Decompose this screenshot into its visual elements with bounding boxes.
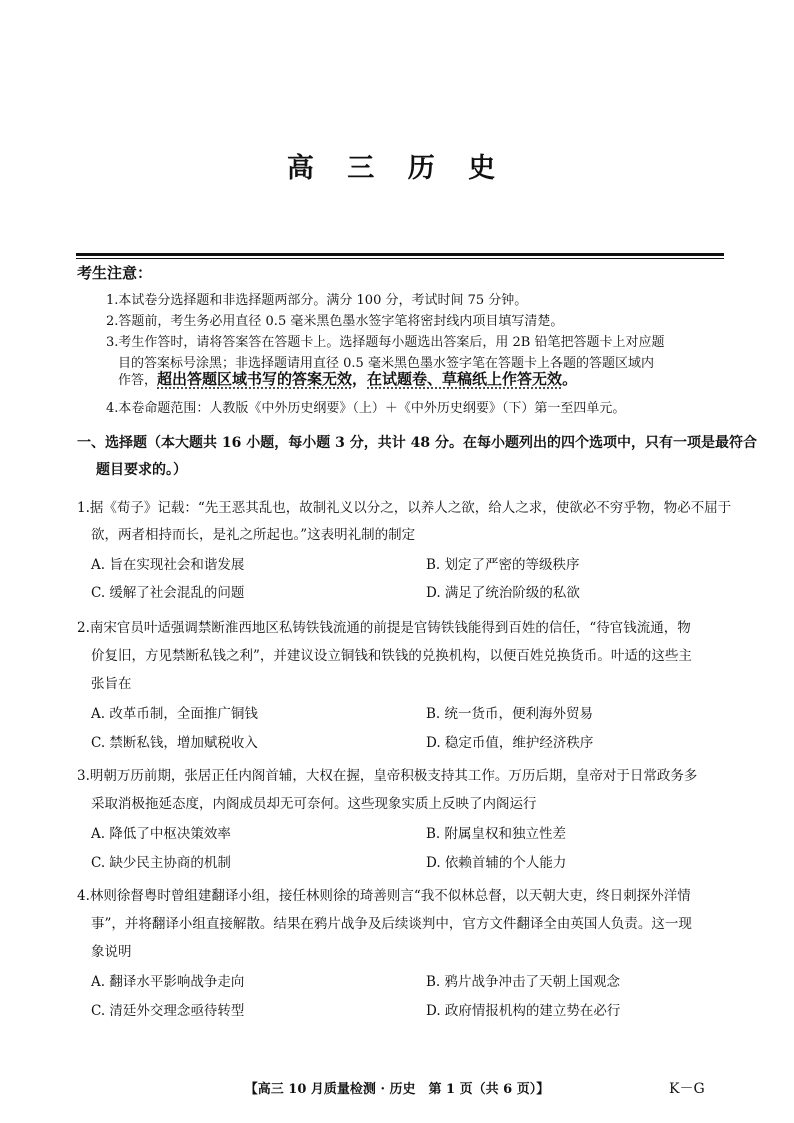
q2-option-a: A. 改革币制，全面推广铜钱 — [91, 706, 258, 722]
notice-comma: ， — [352, 370, 368, 388]
q2-option-c: C. 禁断私钱，增加赋税收入 — [91, 735, 258, 751]
notice-item-2: 2.答题前，考生务必用直径 0.5 毫米黑色墨水签字笔将密封线内项目填写清楚。 — [106, 314, 564, 329]
q4-option-a: A. 翻译水平影响战争走向 — [91, 974, 245, 990]
notice-emphasis-1: 超出答题区域书写的答案无效 — [157, 370, 353, 388]
section-1-header-cont: 题目要求的。） — [96, 462, 187, 478]
q4-stem-line-1: 4.林则徐督粤时曾组建翻译小组，接任林则徐的琦善则言“我不似林总督，以天朝大吏，终日刺探外洋情 — [77, 888, 691, 904]
section-1-header: 一、选择题（本大题共 16 小题，每小题 3 分，共计 48 分。在每小题列出的四个选项中，只有一项是最符合 — [77, 435, 757, 451]
notice-item-3-prefix: 作答， — [118, 373, 158, 388]
q2-stem-line-2: 价复旧，方见禁断私钱之利”，并建议设立铜钱和铁钱的兑换机构，以便百姓兑换货币。叶适的这些主 — [91, 648, 692, 664]
q1-option-d: D. 满足了统治阶级的私欲 — [426, 585, 580, 601]
q4-stem-line-3: 象说明 — [91, 944, 132, 960]
notice-item-1: 1.本试卷分选择题和非选择题两部分。满分 100 分，考试时间 75 分钟。 — [106, 293, 528, 308]
notice-item-3-line-2: 目的答案标号涂黑；非选择题请用直径 0.5 毫米黑色墨水签字笔在答题卡上各题的答题区域内 — [118, 356, 654, 371]
q1-stem-line-2: 欲，两者相持而长，是礼之所起也。”这表明礼制的制定 — [91, 527, 416, 543]
notice-period: 。 — [562, 370, 578, 388]
q3-option-d: D. 依赖首辅的个人能力 — [426, 855, 567, 871]
q1-option-c: C. 缓解了社会混乱的问题 — [91, 585, 245, 601]
q4-option-d: D. 政府情报机构的建立势在必行 — [426, 1003, 621, 1019]
page-footer: 【高三 10 月质量检测 · 历史 第 1 页（共 6 页）】 — [244, 1082, 550, 1097]
exam-title: 高 三 历 史 — [286, 153, 508, 184]
notice-emphasis-2: 在试题卷、草稿纸上作答无效 — [367, 370, 563, 388]
notice-item-4: 4.本卷命题范围：人教版《中外历史纲要》（上）＋《中外历史纲要》（下）第一至四单元。 — [106, 401, 626, 416]
q3-stem-line-1: 3.明朝万历前期，张居正任内阁首辅，大权在握，皇帝积极支持其工作。万历后期，皇帝对于日常政务多 — [77, 768, 698, 784]
q3-option-b: B. 附属皇权和独立性差 — [426, 826, 567, 842]
q1-option-b: B. 划定了严密的等级秩序 — [426, 557, 580, 573]
notice-heading: 考生注意： — [77, 264, 153, 282]
q1-stem-line-1: 1.据《荀子》记载：“先王恶其乱也，故制礼义以分之，以养人之欲，给人之求，使欲必不穷乎物，物必不屈于 — [77, 500, 732, 516]
notice-item-3-line-1: 3.考生作答时，请将答案答在答题卡上。选择题每小题选出答案后，用 2B 铅笔把答题卡上对应题 — [106, 335, 665, 350]
q4-option-c: C. 清廷外交理念亟待转型 — [91, 1003, 245, 1019]
q3-option-c: C. 缺少民主协商的机制 — [91, 855, 231, 871]
q2-stem-line-1: 2.南宋官员叶适强调禁断淮西地区私铸铁钱流通的前提是官铸铁钱能得到百姓的信任，“待官钱流通，物 — [77, 620, 691, 636]
q1-option-a: A. 旨在实现社会和谐发展 — [91, 557, 245, 573]
q3-option-a: A. 降低了中枢决策效率 — [91, 826, 231, 842]
q3-stem-line-2: 采取消极拖延态度，内阁成员却无可奈何。这些现象实质上反映了内阁运行 — [91, 796, 537, 812]
q2-option-b: B. 统一货币，便利海外贸易 — [426, 706, 594, 722]
paper-code: K－G — [669, 1081, 705, 1097]
header-rule-thick — [76, 253, 724, 256]
notice-item-3-line-3 — [118, 368, 577, 389]
q2-stem-line-3: 张旨在 — [91, 676, 132, 692]
q4-option-b: B. 鸦片战争冲击了天朝上国观念 — [426, 974, 621, 990]
q4-stem-line-2: 事”，并将翻译小组直接解散。结果在鸦片战争及后续谈判中，官方文件翻译全由英国人负责。这一现 — [91, 916, 692, 932]
q2-option-d: D. 稳定币值，维护经济秩序 — [426, 735, 594, 751]
header-rule-thin — [76, 258, 724, 259]
